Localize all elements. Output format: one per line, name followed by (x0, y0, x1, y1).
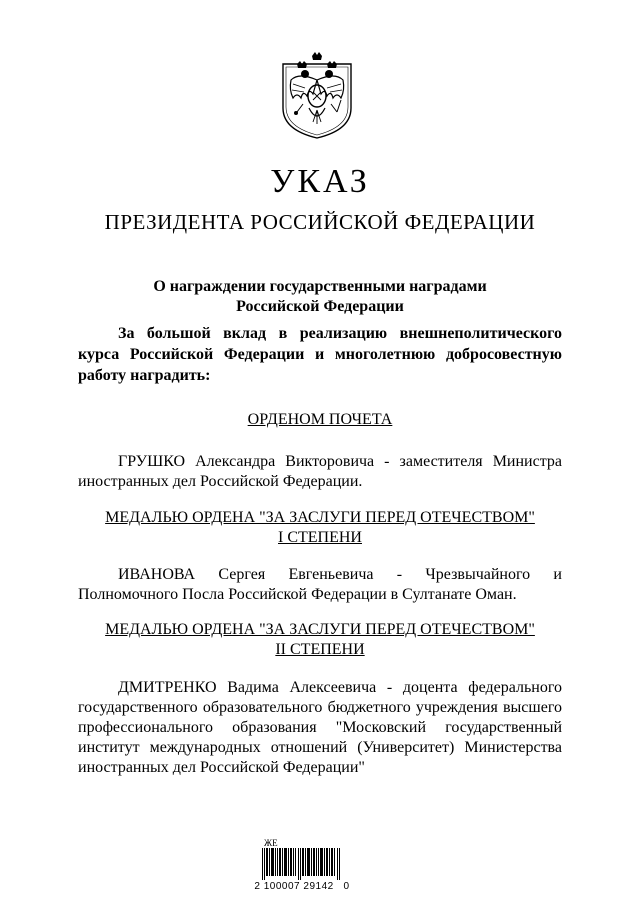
award-heading (78, 508, 562, 548)
award-heading (78, 410, 562, 430)
decree-subject (100, 277, 540, 317)
award-heading (78, 620, 562, 660)
award-recipient: ИВАНОВА Сергея Евгеньевича - Чрезвычайного и Полномочного Посла Российской Федерации в Султанате Оман. (78, 566, 562, 603)
barcode-mark: ЖЕ (264, 838, 278, 848)
decree-subject-line2: Российской Федерации (236, 298, 404, 315)
award-recipient: ДМИТРЕНКО Вадима Алексеевича - доцента федерального государственного образовательного бюджетного учреждения высшего профессионального образования "Московский государственный институт международных отношений (Университет) Министерства иностранных дел Российской Федерации" (78, 679, 562, 776)
barcode-icon (262, 848, 342, 880)
award-heading-line2: II СТЕПЕНИ (275, 641, 365, 658)
decree-preamble: За большой вклад в реализацию внешнеполитического курса Российской Федерации и многолетнюю добросовестную работу наградить: (78, 325, 562, 384)
award-recipient: ГРУШКО Александра Викторовича - заместителя Министра иностранных дел Российской Федерации. (78, 453, 562, 490)
decree-title: УКАЗ (270, 163, 370, 200)
barcode-number: 2 100007 29142 0 (254, 881, 350, 892)
decree-subtitle: ПРЕЗИДЕНТА РОССИЙСКОЙ ФЕДЕРАЦИИ (104, 210, 536, 234)
award-heading-line1: МЕДАЛЬЮ ОРДЕНА "ЗА ЗАСЛУГИ ПЕРЕД ОТЕЧЕСТВОМ" (105, 509, 535, 526)
coat-of-arms-icon (275, 50, 359, 140)
decree-subject-line1: О награждении государственными наградами (153, 278, 487, 295)
document-barcode (252, 838, 352, 898)
award-heading-line1: ОРДЕНОМ ПОЧЕТА (247, 411, 393, 428)
award-heading-line1: МЕДАЛЬЮ ОРДЕНА "ЗА ЗАСЛУГИ ПЕРЕД ОТЕЧЕСТВОМ" (105, 621, 535, 638)
award-heading-line2: I СТЕПЕНИ (278, 529, 362, 546)
